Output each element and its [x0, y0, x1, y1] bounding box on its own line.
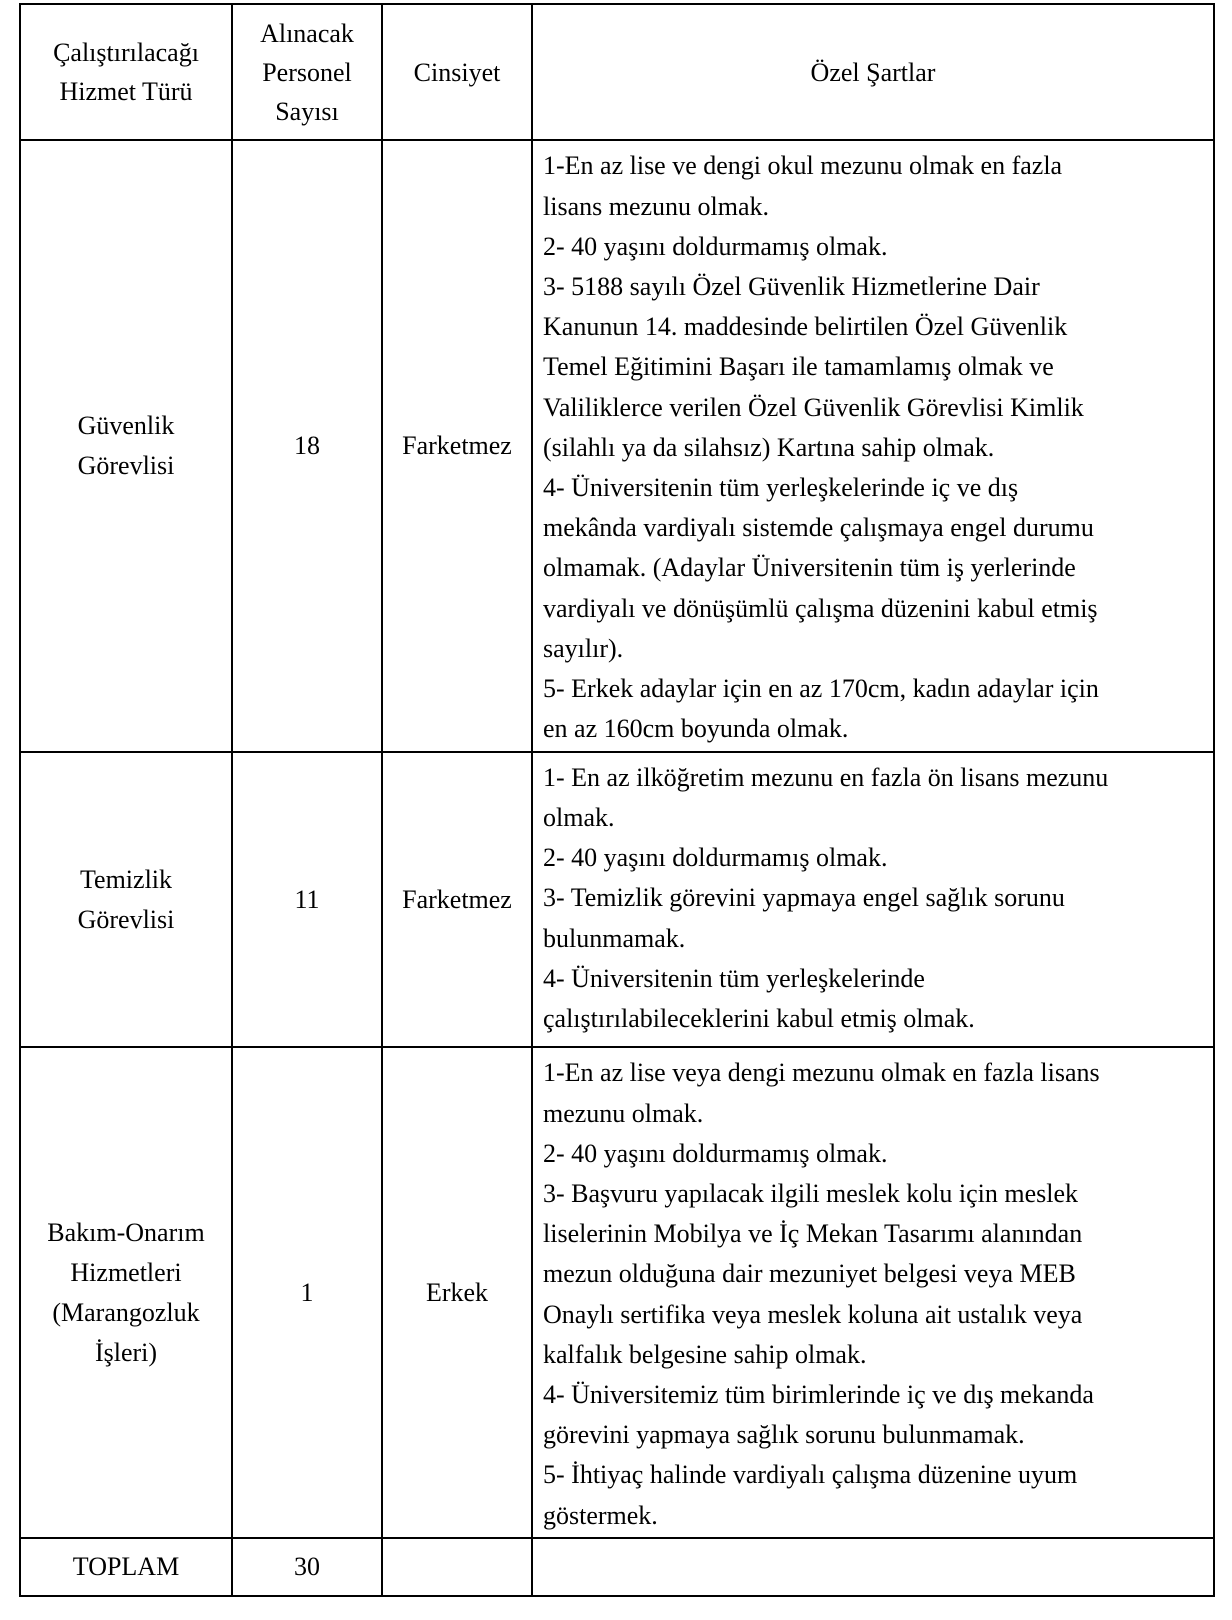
header-service-type	[20, 4, 232, 140]
condition-line: lisans mezunu olmak.	[543, 191, 770, 221]
gender-cell: Erkek	[382, 1047, 532, 1538]
text-line: (Marangozluk	[52, 1297, 200, 1327]
text-line: Bakım-Onarım	[47, 1217, 205, 1247]
header-gender: Cinsiyet	[382, 4, 532, 140]
condition-line: çalıştırılabileceklerini kabul etmiş olmak.	[543, 1003, 975, 1033]
condition-line: 3- 5188 sayılı Özel Güvenlik Hizmetlerine Dair	[543, 271, 1040, 301]
text-line: Güvenlik	[77, 410, 175, 440]
personnel-count-cell: 18	[232, 140, 382, 751]
condition-line: 5- Erkek adaylar için en az 170cm, kadın adaylar için	[543, 673, 1099, 703]
special-conditions-cell	[532, 1047, 1214, 1538]
header-personnel-count	[232, 4, 382, 140]
personnel-count-cell: 1	[232, 1047, 382, 1538]
condition-line: 4- Üniversitenin tüm yerleşkelerinde	[543, 963, 925, 993]
text-line: Hizmetleri	[70, 1257, 182, 1287]
condition-line: olmamak. (Adaylar Üniversitenin tüm iş yerlerinde	[543, 553, 1076, 583]
condition-line: mekânda vardiyalı sistemde çalışmaya engel durumu	[543, 513, 1094, 543]
condition-line: göstermek.	[543, 1500, 658, 1530]
condition-line: bulunmamak.	[543, 923, 686, 953]
total-count: 30	[232, 1538, 382, 1596]
staff-requirements-table	[19, 3, 1215, 1597]
header-row	[20, 4, 1214, 140]
table-row	[20, 752, 1214, 1048]
text-line: Personel	[262, 57, 352, 87]
text-line: Çalıştırılacağı	[53, 38, 199, 68]
condition-line: Valiliklerce verilen Özel Güvenlik Görevlisi Kimlik	[543, 392, 1084, 422]
service-type-cell	[20, 1047, 232, 1538]
condition-line: liselerinin Mobilya ve İç Mekan Tasarımı alanından	[543, 1219, 1083, 1249]
total-conditions-empty	[532, 1538, 1214, 1596]
total-row	[20, 1538, 1214, 1596]
service-type-cell	[20, 752, 232, 1048]
condition-line: Temel Eğitimini Başarı ile tamamlamış olmak ve	[543, 352, 1054, 382]
special-conditions-cell	[532, 752, 1214, 1048]
text-line: İşleri)	[94, 1337, 158, 1367]
special-conditions-cell	[532, 140, 1214, 751]
header-special-conditions: Özel Şartlar	[532, 4, 1214, 140]
condition-line: 2- 40 yaşını doldurmamış olmak.	[543, 843, 888, 873]
condition-line: vardiyalı ve dönüşümlü çalışma düzenini kabul etmiş	[543, 593, 1098, 623]
condition-line: mezunu olmak.	[543, 1098, 704, 1128]
condition-line: 1- En az ilköğretim mezunu en fazla ön lisans mezunu	[543, 762, 1109, 792]
text-line: Hizmet Türü	[59, 77, 193, 107]
service-type-cell	[20, 140, 232, 751]
text-line: Alınacak	[260, 18, 354, 48]
condition-line: 5- İhtiyaç halinde vardiyalı çalışma düzenine uyum	[543, 1460, 1078, 1490]
condition-line: (silahlı ya da silahsız) Kartına sahip olmak.	[543, 432, 995, 462]
condition-line: 1-En az lise veya dengi mezunu olmak en fazla lisans	[543, 1058, 1100, 1088]
condition-line: 1-En az lise ve dengi okul mezunu olmak en fazla	[543, 151, 1063, 181]
personnel-count-cell: 11	[232, 752, 382, 1048]
condition-line: mezun olduğuna dair mezuniyet belgesi veya MEB	[543, 1259, 1076, 1289]
condition-line: görevini yapmaya sağlık sorunu bulunmamak.	[543, 1420, 1025, 1450]
condition-line: 2- 40 yaşını doldurmamış olmak.	[543, 231, 888, 261]
table-row	[20, 140, 1214, 751]
condition-line: 3- Başvuru yapılacak ilgili meslek kolu için meslek	[543, 1178, 1079, 1208]
condition-line: Onaylı sertifika veya meslek koluna ait ustalık veya	[543, 1299, 1083, 1329]
text-line: Sayısı	[275, 96, 339, 126]
condition-line: olmak.	[543, 802, 615, 832]
total-label: TOPLAM	[20, 1538, 232, 1596]
text-line: Görevlisi	[77, 904, 175, 934]
condition-line: kalfalık belgesine sahip olmak.	[543, 1339, 867, 1369]
condition-line: sayılır).	[543, 633, 624, 663]
condition-line: 3- Temizlik görevini yapmaya engel sağlık sorunu	[543, 883, 1065, 913]
condition-line: 2- 40 yaşını doldurmamış olmak.	[543, 1138, 888, 1168]
condition-line: en az 160cm boyunda olmak.	[543, 714, 849, 744]
text-line: Görevlisi	[77, 450, 175, 480]
condition-line: 4- Üniversitenin tüm yerleşkelerinde iç ve dış	[543, 472, 1019, 502]
condition-line: 4- Üniversitemiz tüm birimlerinde iç ve dış mekanda	[543, 1379, 1094, 1409]
gender-cell: Farketmez	[382, 140, 532, 751]
table-row	[20, 1047, 1214, 1538]
condition-line: Kanunun 14. maddesinde belirtilen Özel Güvenlik	[543, 312, 1068, 342]
text-line: Temizlik	[79, 864, 173, 894]
gender-cell: Farketmez	[382, 752, 532, 1048]
total-gender-empty	[382, 1538, 532, 1596]
